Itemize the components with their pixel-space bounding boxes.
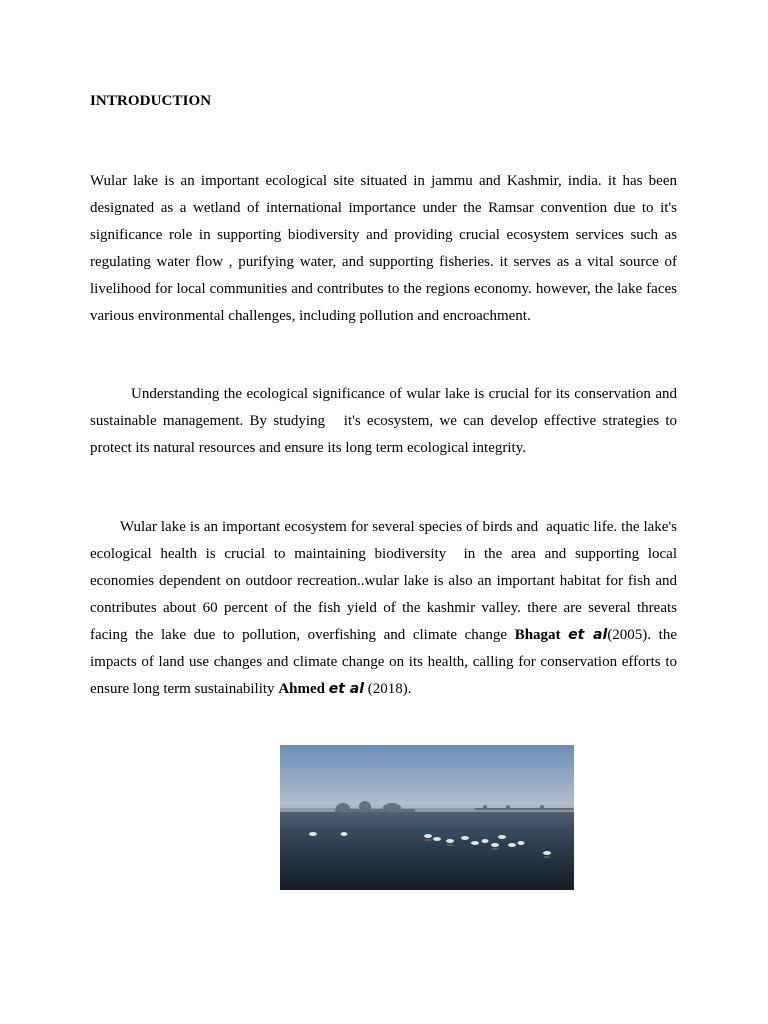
paragraph-wetland-overview: Wular lake is an important ecological site situated in jammu and Kashmir, india. it has been designated as a wetland of international importance under the Ramsar convention due to it's significance role in supporting biodiversity and providing crucial ecosystem services such as regulating water flow , purifying water, and supporting fisheries. it serves as a vital source of livelihood for local communities and contributes to the regions economy. however, the lake faces various environmental challenges, including pollution and encroachment. (90, 173, 677, 324)
citation-year-2018: (2018). (364, 681, 412, 697)
lake-photo (280, 745, 574, 890)
lake-photo-illustration (280, 745, 574, 890)
sky-area (280, 745, 574, 811)
section-heading: INTRODUCTION (90, 93, 212, 109)
paragraph-conservation: Understanding the ecological significance of wular lake is crucial for its conservation and sustainable management. By studying it's ecosystem, we can develop effective strategies to protect its natural resources and ensure its long term ecological integrity. (90, 386, 677, 456)
citation-etal-1: et al (568, 627, 608, 643)
paragraph-ecosystem-text-1: Wular lake is an important ecosystem for several species of birds and aquatic life. the lake's ecological health is crucial to maintaining biodiversity in the area and supporting local economies dependent on outdoor recreation..wular lake is also an important habitat for fish and contributes about 60 percent of the fish yield of the kashmir valley. there are several threats facing the lake due to pollution, overfishing and climate change (90, 519, 677, 643)
citation-year-2005: (2005). (607, 627, 652, 643)
water-area (280, 808, 574, 890)
citation-etal-2: et al (328, 681, 365, 697)
citation-author-bhagat: Bhagat (514, 627, 561, 643)
citation-author-ahmed: Ahmed (278, 681, 325, 697)
paragraph-ecosystem (90, 514, 677, 703)
paragraph-ecosystem-text-2: the impacts of land use changes and climate change on its health, calling for conservation efforts to ensure long term sustainability (90, 627, 677, 697)
